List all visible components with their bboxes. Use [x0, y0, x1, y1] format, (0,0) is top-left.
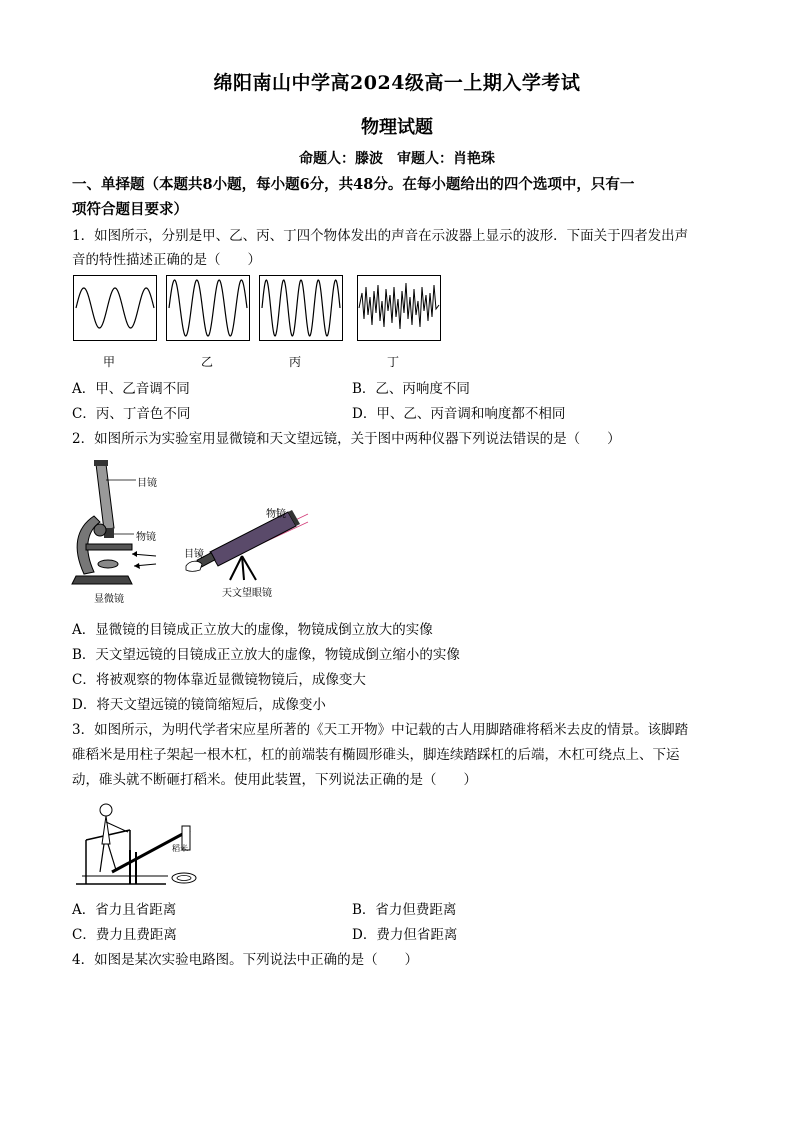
microscope-caption: 显微镜 [94, 594, 124, 605]
q2-option-c[interactable]: C．将被观察的物体靠近显微镜物镜后，成像变大 [72, 672, 366, 688]
wave-path-ding [359, 283, 439, 329]
wave-label-jia: 甲 [102, 355, 115, 369]
wave-path-bing [262, 280, 340, 336]
wave-label-ding: 丁 [386, 355, 399, 369]
q1-stem-line1: 1．如图所示，分别是甲、乙、丙、丁四个物体发出的声音在示波器上显示的波形．下面关于四者发出声 [72, 228, 689, 244]
telescope-caption: 天文望眼镜 [222, 588, 272, 599]
q3-option-b[interactable]: B．省力但费距离 [352, 902, 457, 918]
q2-option-b[interactable]: B．天文望远镜的目镜成正立放大的虚像，物镜成倒立缩小的实像 [72, 647, 460, 663]
q3-stem-line3: 动，碓头就不断砸打稻米。使用此装置，下列说法正确的是（ ） [72, 772, 477, 788]
wave-label-bing: 丙 [288, 355, 301, 369]
section-heading-line2: 项符合题目要求） [72, 201, 188, 218]
q4-stem-line1: 4．如图是某次实验电路图。下列说法中正确的是（ ） [72, 952, 419, 968]
authors-line: 命题人：滕波 审题人：肖艳珠 [299, 151, 495, 167]
wave-label-yi: 乙 [200, 355, 213, 369]
q1-option-a[interactable]: A．甲、乙音调不同 [72, 381, 190, 397]
rice-label: 稻米 [172, 844, 188, 853]
q2-stem-line1: 2．如图所示为实验室用显微镜和天文望远镜，关于图中两种仪器下列说法错误的是（ ） [72, 431, 621, 447]
q3-stem-line2: 碓稻米是用柱子架起一根木杠，杠的前端装有椭圆形碓头，脚连续踏踩杠的后端，木杠可绕点上、下运 [72, 747, 680, 763]
waveform-jia [73, 275, 157, 341]
q1-stem-line2: 音的特性描述正确的是（ ） [72, 252, 261, 268]
exam-title: 绵阳南山中学高2024级高一上期入学考试 [213, 72, 581, 94]
waveform-yi [166, 275, 250, 341]
section-heading-line1: 一、单择题（本题共8小题，每小题6分，共48分。在每小题给出的四个选项中，只有一 [72, 176, 635, 193]
wave-path-jia [76, 288, 154, 328]
q1-option-b[interactable]: B．乙、丙响度不同 [352, 381, 470, 397]
subject-title: 物理试题 [361, 117, 433, 138]
q1-option-c[interactable]: C．丙、丁音色不同 [72, 406, 191, 422]
q2-option-d[interactable]: D．将天文望远镜的镜筒缩短后，成像变小 [72, 697, 326, 713]
q2-option-a[interactable]: A．显微镜的目镜成正立放大的虚像，物镜成倒立放大的实像 [72, 622, 433, 638]
telescope-eyepiece-label: 目镜 [184, 549, 204, 560]
q3-option-a[interactable]: A．省力且省距离 [72, 902, 177, 918]
waveform-ding [357, 275, 441, 341]
waveform-bing [259, 275, 343, 341]
q3-stem-line1: 3．如图所示，为明代学者宋应星所著的《天工开物》中记载的古人用脚踏碓将稻米去皮的情景。该脚踏 [72, 722, 689, 738]
q3-option-c[interactable]: C．费力且费距离 [72, 927, 177, 943]
telescope-illustration [180, 500, 310, 584]
q1-option-d[interactable]: D．甲、乙、丙音调和响度都不相同 [352, 406, 566, 422]
telescope-objective-label: 物镜 [266, 509, 286, 520]
q3-option-d[interactable]: D．费力但省距离 [352, 927, 458, 943]
wave-path-yi [169, 280, 247, 336]
microscope-eyepiece-label: 目镜 [137, 478, 157, 489]
microscope-objective-label: 物镜 [136, 532, 156, 543]
